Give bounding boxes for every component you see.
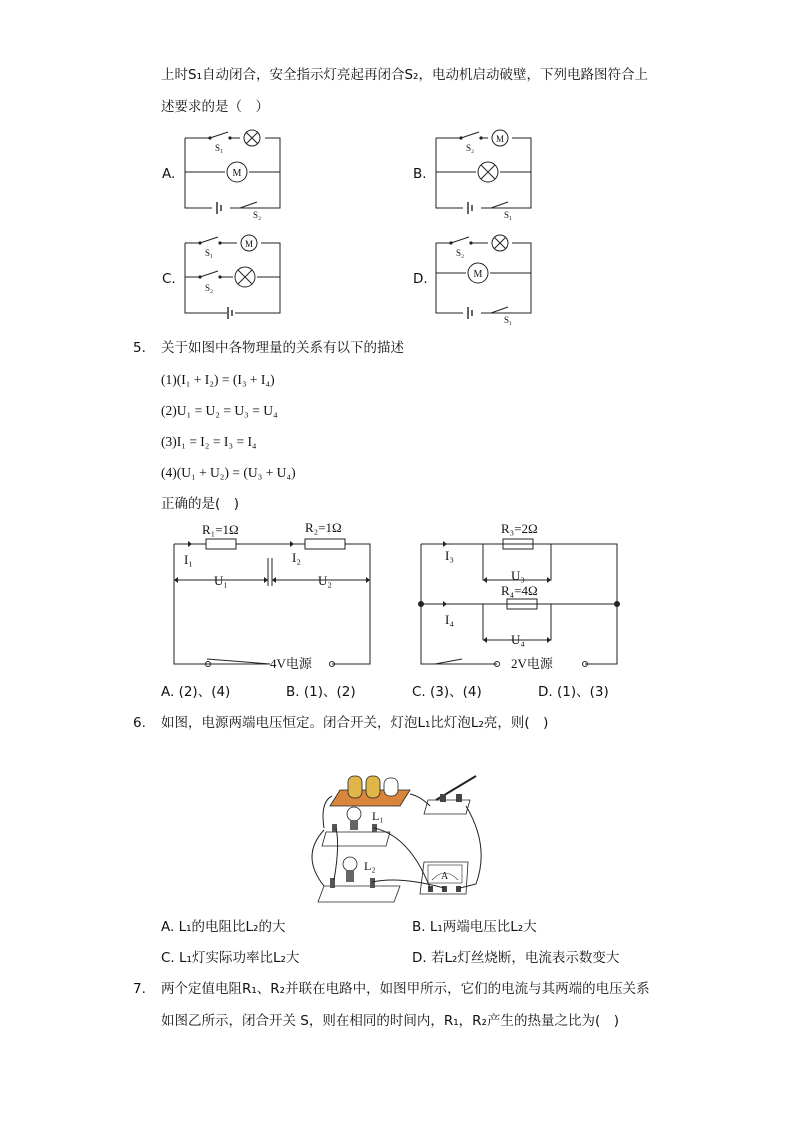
motor-label: M [232, 168, 242, 179]
q6-choice-c[interactable]: C. L₁灯实际功率比L₂大 [161, 950, 300, 966]
q6-choice-a[interactable]: A. L₁的电阻比L₂的大 [161, 919, 286, 935]
q4-option-d-letter[interactable]: D. [413, 271, 428, 287]
svg-text:U₂: U₂ [318, 573, 332, 588]
q4-option-a-letter[interactable]: A. [162, 166, 176, 182]
q5-choice-a[interactable]: A. (2)、(4) [161, 684, 231, 700]
q6-choice-b[interactable]: B. L₁两端电压比L₂大 [412, 919, 537, 935]
svg-text:U₁: U₁ [214, 573, 228, 588]
svg-text:S₂: S₂ [253, 210, 262, 220]
q4-circuit-b [436, 128, 536, 218]
q4-circuit-c [185, 233, 285, 323]
ammeter-label: A [441, 871, 449, 882]
svg-text:U₄: U₄ [511, 632, 525, 647]
q7-stem-line1: 两个定值电阻R₁、R₂并联在电路中，如图甲所示，它们的电流与其两端的电压关系 [161, 981, 650, 997]
q7-stem-line2: 如图乙所示，闭合开关 S，则在相同的时间内，R₁，R₂产生的热量之比为( ) [161, 1013, 619, 1029]
svg-text:U₃: U₃ [511, 568, 525, 583]
q6-choice-d[interactable]: D. 若L₂灯丝烧断，电流表示数变大 [412, 950, 620, 966]
q5-left-source-label: 4V电源 [270, 656, 312, 671]
svg-text:R₁=1Ω: R₁=1Ω [202, 522, 239, 537]
q5-item-1: (1)(I₁ + I₂) = (I₃ + I₄) [161, 372, 275, 387]
q5-right-source-label: 2V电源 [511, 656, 553, 671]
svg-text:S₁: S₁ [215, 143, 224, 153]
q5-choice-c[interactable]: C. (3)、(4) [412, 684, 482, 700]
q5-number: 5. [133, 340, 146, 356]
q5-circuit-right [415, 518, 625, 678]
q4-circuit-d [436, 233, 536, 323]
svg-text:S₂: S₂ [456, 248, 465, 258]
q5-choice-d[interactable]: D. (1)、(3) [538, 684, 609, 700]
svg-text:M: M [495, 134, 505, 144]
q4-circuit-a [185, 128, 285, 218]
bulb-l1-label: L₁ [372, 809, 384, 823]
q5-item-2: (2)U₁ = U₂ = U₃ = U₄ [161, 403, 278, 418]
svg-text:I₁: I₁ [184, 552, 193, 567]
svg-text:S₁: S₁ [504, 315, 513, 325]
q6-number: 6. [133, 715, 146, 731]
svg-text:S₂: S₂ [466, 143, 475, 153]
svg-text:S₁: S₁ [205, 248, 214, 258]
q5-item-3: (3)I₁ = I₂ = I₃ = I₄ [161, 434, 257, 449]
svg-text:S₂: S₂ [205, 283, 214, 293]
q7-number: 7. [133, 981, 146, 997]
svg-text:I₄: I₄ [445, 612, 454, 627]
svg-text:R₃=2Ω: R₃=2Ω [501, 521, 538, 536]
svg-text:I₃: I₃ [445, 548, 454, 563]
q5-stem: 关于如图中各物理量的关系有以下的描述 [161, 340, 404, 356]
svg-text:I₂: I₂ [292, 550, 301, 565]
svg-text:M: M [473, 269, 483, 280]
q4-option-b-letter[interactable]: B. [413, 166, 427, 182]
q4-option-c-letter[interactable]: C. [162, 271, 176, 287]
q5-ask: 正确的是( ) [161, 496, 240, 512]
q5-circuit-left [170, 518, 380, 678]
bulb-l2-label: L₂ [364, 859, 376, 873]
svg-text:M: M [244, 239, 254, 249]
q5-item-4: (4)(U₁ + U₂) = (U₃ + U₄) [161, 465, 296, 480]
q6-stem: 如图，电源两端电压恒定。闭合开关，灯泡L₁比灯泡L₂亮，则( ) [161, 715, 549, 731]
q6-circuit-illustration [300, 766, 500, 906]
svg-text:R₄=4Ω: R₄=4Ω [501, 583, 538, 598]
q4-stem-line2: 述要求的是（ ） [161, 99, 269, 115]
q5-choice-b[interactable]: B. (1)、(2) [286, 684, 356, 700]
svg-text:S₁: S₁ [504, 210, 513, 220]
svg-text:R₂=1Ω: R₂=1Ω [305, 520, 342, 535]
q4-stem-line1: 上时S₁自动闭合，安全指示灯亮起再闭合S₂，电动机启动破壁，下列电路图符合上 [161, 67, 648, 83]
